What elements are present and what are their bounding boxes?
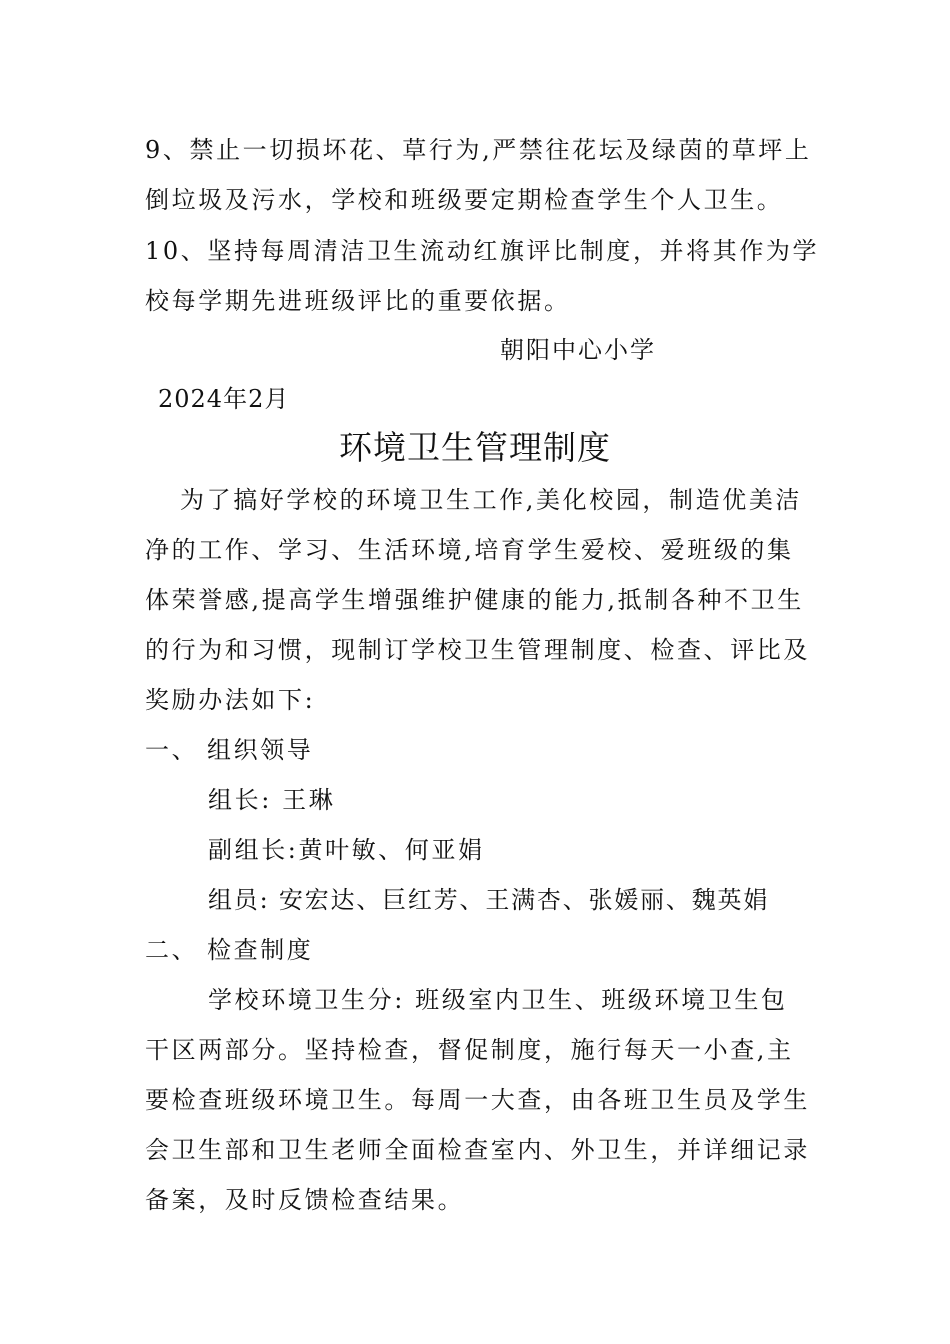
intro-line-4: 的行为和习惯，现制订学校卫生管理制度、检查、评比及: [145, 636, 810, 664]
group-leader: 组长: 王琳: [208, 786, 336, 814]
intro-line-1: 为了搞好学校的环境卫生工作,美化校园，制造优美洁: [180, 486, 803, 514]
section-2-line-5: 备案，及时反馈检查结果。: [145, 1186, 465, 1214]
section-2-line-4: 会卫生部和卫生老师全面检查室内、外卫生，并详细记录: [145, 1136, 810, 1164]
section-2-title: 检查制度: [207, 936, 314, 964]
section-1-heading: [145, 735, 810, 765]
rule-9-line-2: 倒垃圾及污水，学校和班级要定期检查学生个人卫生。: [145, 186, 784, 214]
section-2-line-1: 学校环境卫生分: 班级室内卫生、班级环境卫生包: [208, 986, 788, 1014]
section-2-line-3: 要检查班级环境卫生。每周一大查，由各班卫生员及学生: [145, 1086, 810, 1114]
section-1-number: 一、: [145, 736, 199, 764]
group-members: 组员: 安宏达、巨红芳、王满杏、张媛丽、魏英娟: [208, 886, 770, 914]
intro-line-3: 体荣誉感,提高学生增强维护健康的能力,抵制各种不卫生: [145, 586, 804, 614]
rule-10-line-1: 10、坚持每周清洁卫生流动红旗评比制度，并将其作为学: [145, 237, 820, 265]
section-1-title: 组织领导: [207, 736, 314, 764]
rule-9-line-1: 9、禁止一切损坏花、草行为,严禁往花坛及绿茵的草坪上: [145, 136, 812, 164]
signature-school: 朝阳中心小学: [500, 336, 656, 364]
section-2-line-2: 干区两部分。坚持检查，督促制度，施行每天一小查,主: [145, 1036, 794, 1064]
section-2-number: 二、: [145, 936, 199, 964]
intro-line-5: 奖励办法如下:: [145, 686, 316, 714]
section-2-heading: [145, 935, 810, 965]
rule-10-line-2: 校每学期先进班级评比的重要依据。: [145, 287, 571, 315]
group-deputy: 副组长:黄叶敏、何亚娟: [208, 836, 485, 864]
intro-line-2: 净的工作、学习、生活环境,培育学生爱校、爱班级的集: [145, 536, 794, 564]
document-title: 环境卫生管理制度: [339, 428, 611, 467]
signature-date: 2024年2月: [158, 385, 290, 413]
